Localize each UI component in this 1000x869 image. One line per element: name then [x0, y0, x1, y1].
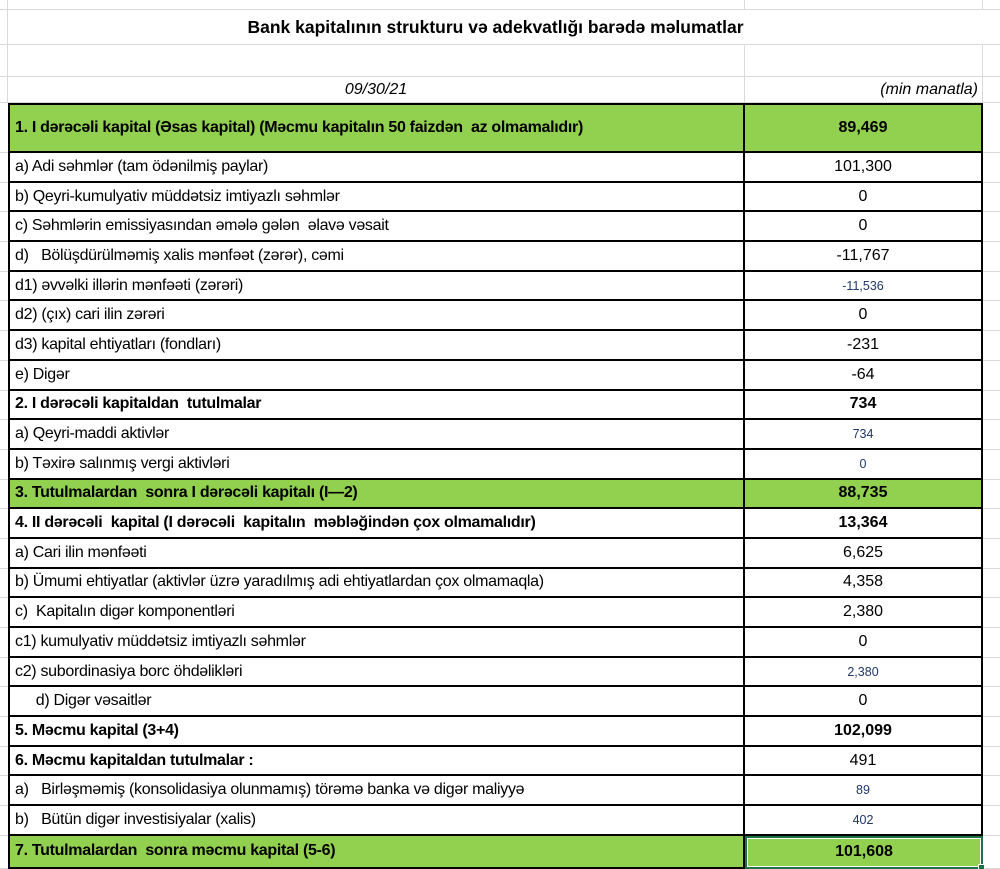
cell-label[interactable]: c2) subordinasiya borc öhdəlikləri — [8, 658, 745, 688]
cell-label[interactable]: a) Cari ilin mənfəəti — [8, 539, 745, 569]
table-row — [0, 272, 1000, 302]
cell-label[interactable]: d) Digər vəsaitlər — [8, 687, 745, 717]
table-row — [0, 717, 1000, 747]
cell-label[interactable]: c) Səhmlərin emissiyasından əmələ gələn əlavə vəsait — [8, 212, 745, 242]
cell-value[interactable]: 88,735 — [745, 480, 983, 510]
cell-label[interactable]: a) Adi səhmlər (tam ödənilmiş paylar) — [8, 153, 745, 183]
cell-label[interactable]: 6. Məcmu kapitaldan tutulmalar : — [8, 747, 745, 777]
table-row — [0, 687, 1000, 717]
cell-value[interactable]: 13,364 — [745, 509, 983, 539]
table-row — [0, 450, 1000, 480]
cell-label[interactable]: b) Təxirə salınmış vergi aktivləri — [8, 450, 745, 480]
grid-row-top — [0, 0, 1000, 10]
cell-value[interactable]: 734 — [745, 391, 983, 421]
cell-value[interactable]: 89 — [745, 776, 983, 806]
cell-label[interactable]: d) Bölüşdürülməmiş xalis mənfəət (zərər), cəmi — [8, 242, 745, 272]
header-row — [0, 77, 1000, 103]
cell-value[interactable]: 2,380 — [745, 658, 983, 688]
table-row — [0, 776, 1000, 806]
cell-value[interactable]: 0 — [745, 301, 983, 331]
cell-value[interactable]: 2,380 — [745, 598, 983, 628]
cell-value[interactable]: 6,625 — [745, 539, 983, 569]
table-row — [0, 391, 1000, 421]
table-row — [0, 747, 1000, 777]
table-row — [0, 509, 1000, 539]
table-row — [0, 569, 1000, 599]
cell-value[interactable]: 734 — [745, 420, 983, 450]
table-row — [0, 480, 1000, 510]
cell-label[interactable]: b) Ümumi ehtiyatlar (aktivlər üzrə yaradılmış adi ehtiyatlardan çox olmamaqla) — [8, 569, 745, 599]
cell-label[interactable]: d1) əvvəlki illərin mənfəəti (zərəri) — [8, 272, 745, 302]
table-row — [0, 331, 1000, 361]
table-row — [0, 420, 1000, 450]
table-row — [0, 836, 1000, 869]
empty-cell[interactable] — [8, 45, 745, 77]
title-row — [0, 10, 1000, 45]
fill-handle[interactable] — [978, 864, 985, 869]
cell-value[interactable]: 491 — [745, 747, 983, 777]
table-row — [0, 183, 1000, 213]
cell-label[interactable]: c1) kumulyativ müddətsiz imtiyazlı səhmlər — [8, 628, 745, 658]
table-row — [0, 628, 1000, 658]
cell-label[interactable]: 3. Tutulmalardan sonra I dərəcəli kapitalı (I—2) — [8, 480, 745, 510]
cell-label[interactable]: d2) (çıx) cari ilin zərəri — [8, 301, 745, 331]
cell-value[interactable]: 101,300 — [745, 153, 983, 183]
table-row — [0, 301, 1000, 331]
cell-value[interactable]: 0 — [745, 212, 983, 242]
table-row — [0, 361, 1000, 391]
cell-value[interactable]: 0 — [745, 450, 983, 480]
empty-cell[interactable] — [8, 0, 745, 10]
cell-label[interactable]: a) Birləşməmiş (konsolidasiya olunmamış) törəmə banka və digər maliyyə — [8, 776, 745, 806]
cell-value[interactable]: 0 — [745, 183, 983, 213]
cell-label[interactable]: 2. I dərəcəli kapitaldan tutulmalar — [8, 391, 745, 421]
cell-value[interactable]: 4,358 — [745, 569, 983, 599]
cell-label[interactable]: b) Bütün digər investisiyalar (xalis) — [8, 806, 745, 836]
table-row — [0, 806, 1000, 836]
cell-label[interactable]: 4. II dərəcəli kapital (I dərəcəli kapitalın məbləğindən çox olmamalıdır) — [8, 509, 745, 539]
cell-label[interactable]: 7. Tutulmalardan sonra məcmu kapital (5-6) — [8, 836, 745, 869]
cell-label[interactable]: a) Qeyri-maddi aktivlər — [8, 420, 745, 450]
unit-label[interactable]: (min manatla) — [745, 77, 983, 103]
table-row — [0, 212, 1000, 242]
cell-label[interactable]: 1. I dərəcəli kapital (Əsas kapital) (Məcmu kapitalın 50 faizdən az olmamalıdır) — [8, 103, 745, 153]
table-row — [0, 539, 1000, 569]
cell-value[interactable]: -11,536 — [745, 272, 983, 302]
cell-value[interactable]: 0 — [745, 687, 983, 717]
cell-label[interactable]: b) Qeyri-kumulyativ müddətsiz imtiyazlı səhmlər — [8, 183, 745, 213]
table-row — [0, 153, 1000, 183]
table-row — [0, 598, 1000, 628]
cell-value[interactable]: -231 — [745, 331, 983, 361]
cell-label[interactable]: e) Digər — [8, 361, 745, 391]
table-row — [0, 658, 1000, 688]
table-row — [0, 103, 1000, 153]
empty-cell[interactable] — [745, 45, 983, 77]
cell-label[interactable]: 5. Məcmu kapital (3+4) — [8, 717, 745, 747]
cell-value[interactable]: 0 — [745, 628, 983, 658]
cell-value[interactable]: 102,099 — [745, 717, 983, 747]
cell-value[interactable]: 402 — [745, 806, 983, 836]
selected-cell[interactable]: 101,608 — [745, 836, 983, 869]
cell-value[interactable]: -64 — [745, 361, 983, 391]
cell-value[interactable]: 89,469 — [745, 103, 983, 153]
empty-cell[interactable] — [745, 0, 983, 10]
cell-label[interactable]: d3) kapital ehtiyatları (fondları) — [8, 331, 745, 361]
empty-row — [0, 45, 1000, 77]
report-date[interactable]: 09/30/21 — [8, 77, 745, 103]
cell-label[interactable]: c) Kapitalın digər komponentləri — [8, 598, 745, 628]
cell-value[interactable]: -11,767 — [745, 242, 983, 272]
page-title[interactable]: Bank kapitalının strukturu və adekvatlığı barədə məlumatlar — [8, 10, 983, 45]
table-row — [0, 242, 1000, 272]
